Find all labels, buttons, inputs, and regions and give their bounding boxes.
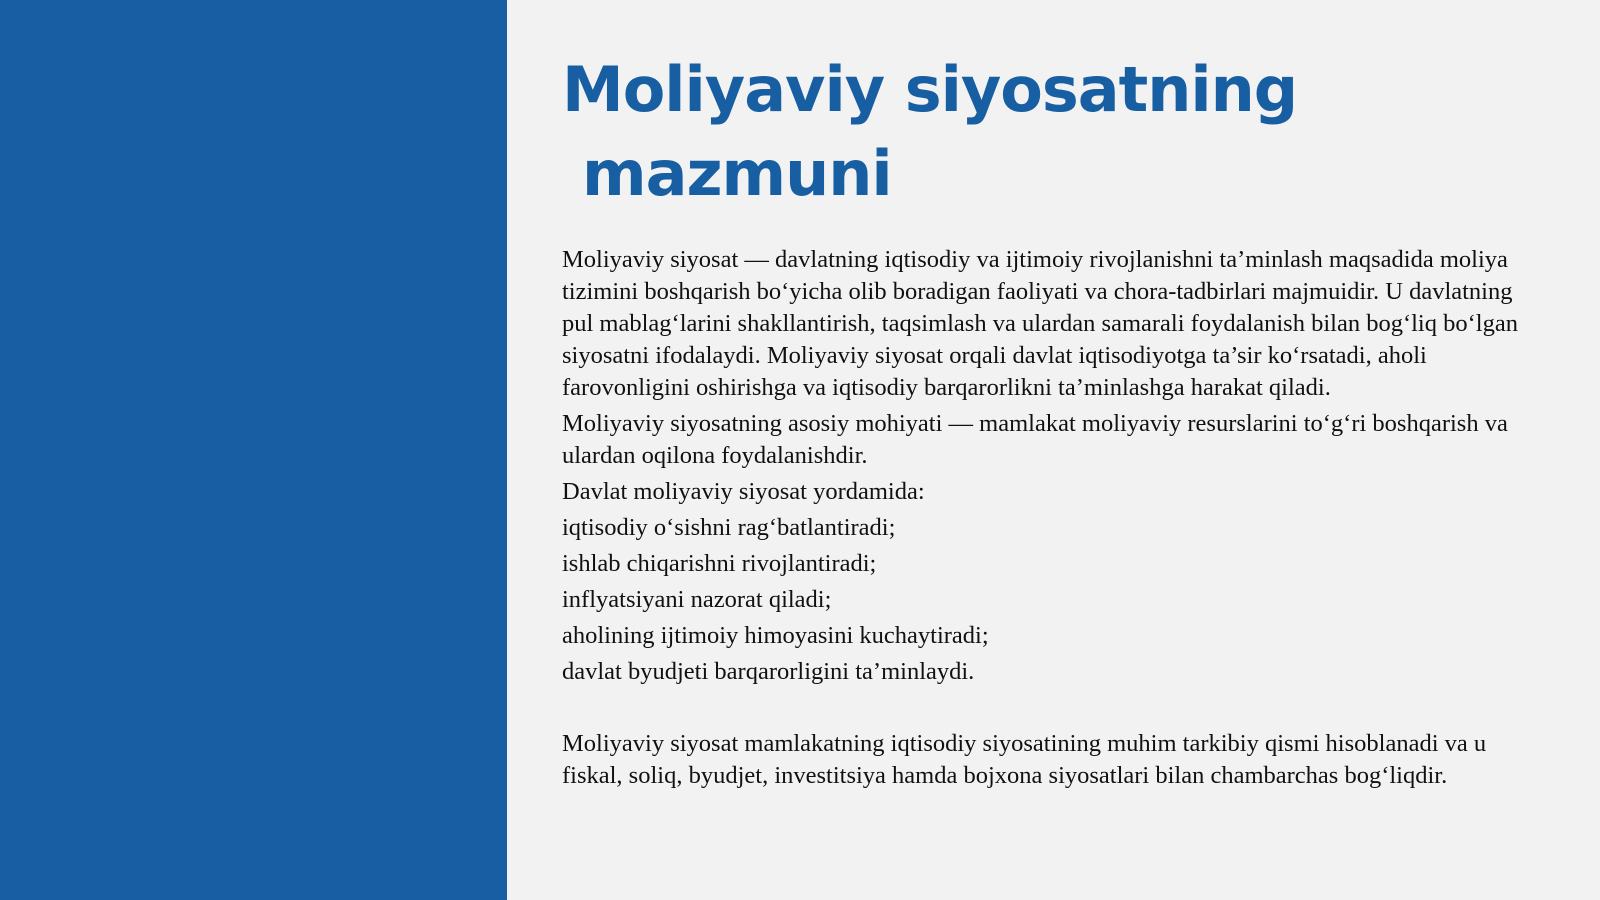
slide-content	[562, 48, 1547, 792]
slide-body	[562, 244, 1547, 792]
intro-paragraph: Moliyaviy siyosat — davlatning iqtisodiy va ijtimoiy rivojlanishni ta’minlash maqsadida moliya tizimini boshqarish bo‘yicha olib boradigan faoliyati va chora-tadbirlari majmuidir. U davlatning pul mablag‘larini shakllantirish, taqsimlash va ulardan samarali foydalanish bilan bog‘liq bo‘lgan siyosatni ifodalaydi. Moliyaviy siyosat orqali davlat iqtisodiyotga ta’sir ko‘rsatadi, aholi farovonligini oshirishga va iqtisodiy barqarorlikni ta’minlashga harakat qiladi.	[562, 246, 1518, 401]
essence-paragraph: Moliyaviy siyosatning asosiy mohiyati — mamlakat moliyaviy resurslarini to‘g‘ri boshqarish va ulardan oqilona foydalanishdir.	[562, 410, 1508, 469]
list-intro: Davlat moliyaviy siyosat yordamida:	[562, 478, 925, 505]
title-line-2: mazmuni	[582, 137, 892, 210]
list-item: iqtisodiy o‘sishni rag‘batlantiradi;	[562, 514, 896, 541]
list-item: aholining ijtimoiy himoyasini kuchaytiradi;	[562, 622, 989, 649]
list-item: inflyatsiyani nazorat qiladi;	[562, 586, 832, 613]
slide-title	[562, 48, 1547, 216]
side-color-panel	[0, 0, 507, 900]
title-line-1: Moliyaviy siyosatning	[562, 53, 1298, 126]
list-item: ishlab chiqarishni rivojlantiradi;	[562, 550, 877, 577]
measures-list	[562, 512, 1547, 688]
list-item: davlat byudjeti barqarorligini ta’minlaydi.	[562, 658, 975, 685]
closing-paragraph: Moliyaviy siyosat mamlakatning iqtisodiy siyosatining muhim tarkibiy qismi hisoblanadi va u fiskal, soliq, byudjet, investitsiya hamda bojxona siyosatlari bilan chambarchas bog‘liqdir.	[562, 730, 1487, 789]
